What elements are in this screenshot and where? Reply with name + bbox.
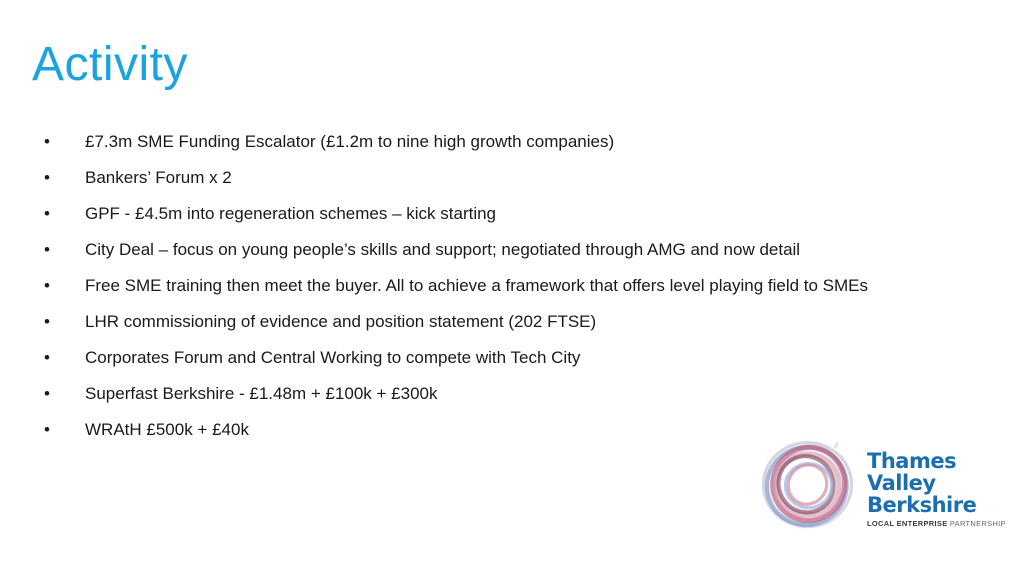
bullet-item: • £7.3m SME Funding Escalator (£1.2m to nine high growth companies) <box>44 124 904 160</box>
logo-tagline-rest: PARTNERSHIP <box>949 519 1006 528</box>
swirl-logo-icon <box>755 430 860 535</box>
bullet-list <box>44 124 904 448</box>
bullet-item: • Superfast Berkshire - £1.48m + £100k + £300k <box>44 376 904 412</box>
tvb-lep-logo <box>755 430 1006 540</box>
bullet-item: • GPF - £4.5m into regeneration schemes – kick starting <box>44 196 904 232</box>
bullet-item: • WRAtH £500k + £40k <box>44 412 904 448</box>
logo-line-1: Thames <box>867 449 957 473</box>
bullet-item: • Corporates Forum and Central Working to compete with Tech City <box>44 340 904 376</box>
bullet-item: • City Deal – focus on young people’s skills and support; negotiated through AMG and now detail <box>44 232 904 268</box>
slide-title: Activity <box>32 38 189 91</box>
logo-wordmark <box>867 450 1006 528</box>
logo-line-3: Berkshire <box>867 493 977 517</box>
bullet-item: • Free SME training then meet the buyer. All to achieve a framework that offers level playing field to SMEs <box>44 268 904 304</box>
bullet-item: • LHR commissioning of evidence and position statement (202 FTSE) <box>44 304 904 340</box>
logo-tagline-strong: LOCAL ENTERPRISE <box>867 519 948 528</box>
logo-tagline <box>867 519 1006 528</box>
bullet-item: • Bankers’ Forum x 2 <box>44 160 904 196</box>
logo-line-2: Valley <box>867 471 936 495</box>
